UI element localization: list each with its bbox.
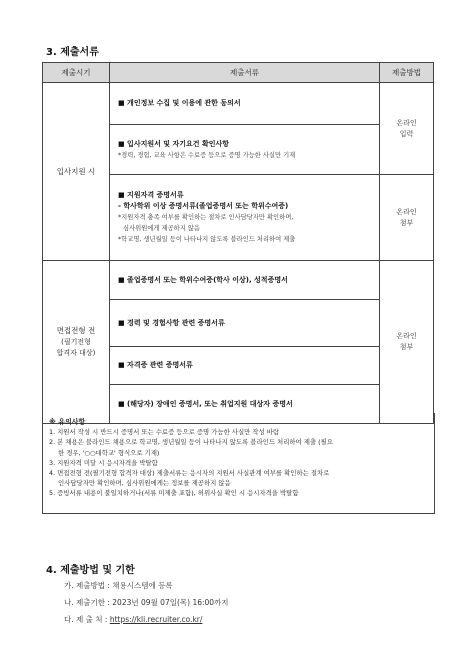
doc-cell — [110, 125, 380, 175]
submit-destination-label: 다. 제 출 처 : — [64, 615, 110, 624]
doc-career: ■ 경력 및 경험사항 관련 증명서류 — [118, 318, 225, 327]
timing-line: (필기전형 — [61, 338, 91, 346]
submit-method: 가. 제출방법 : 채용시스템에 등록 — [64, 581, 173, 590]
method-line: 첨부 — [399, 218, 414, 227]
timing-interview — [43, 261, 110, 424]
doc-disability: ■ (해당자) 장애인 증명서, 또는 취업지원 대상자 증명서 — [118, 399, 293, 408]
header-timing: 제출시기 — [43, 63, 110, 83]
timing-line: 합격자 대상) — [56, 349, 96, 357]
doc-consent: ■ 개인정보 수집 및 이용에 관한 동의서 — [118, 99, 241, 107]
method-line: 입력 — [399, 129, 414, 138]
doc-cell — [110, 261, 380, 300]
note-item: 1. 지원서 작성 시 반드시 증명서 또는 수료증 등으로 증명 가능한 사실만 작성 바람 — [49, 428, 280, 437]
doc-degree: - 학사학위 이상 증명서류(졸업증명서 또는 학위수여증) — [118, 202, 289, 210]
header-method: 제출방법 — [380, 63, 434, 83]
notes-heading: ※ 유의사항 — [49, 418, 86, 426]
note-item: 5. 증빙서류 내용이 불일치하거나(서류 미제출 포함), 허위사실 확인 시 응시자격을 박탈함 — [49, 489, 299, 498]
table-row — [43, 261, 434, 300]
method-line: 온라인 — [396, 207, 417, 216]
notes-box — [42, 413, 435, 514]
section-3-title: 3. 제출서류 — [46, 47, 99, 58]
note-item: 2. 본 채용은 블라인드 채용으로 학교명, 생년월일 등이 나타나지 않도록 블라인드 처리하여 제출 (필요 — [49, 438, 333, 447]
doc-application-form: ■ 입사지원서 및 자기요건 확인사항 — [118, 139, 230, 148]
method-line: 온라인 — [396, 332, 417, 340]
method-online-attach — [380, 261, 434, 424]
note-item: 한 경우, '○○대학교' 형식으로 기재) — [58, 448, 160, 457]
method-line: 온라인 — [396, 118, 417, 127]
submit-deadline: 나. 제출기한 : 2023년 09월 07일(목) 16:00까지 — [64, 598, 229, 607]
doc-cell — [110, 300, 380, 347]
method-line: 첨부 — [399, 343, 414, 351]
doc-graduation: ■ 졸업증명서 또는 학위수여증(학사 이상), 성적증명서 — [118, 275, 288, 284]
method-online-input — [380, 83, 434, 175]
doc-note: *경력, 경험, 교육 사항은 수료증 등으로 증명 가능한 사실만 기재 — [118, 151, 296, 159]
table-row — [43, 83, 434, 125]
table-header-row — [43, 63, 434, 83]
header-docs: 제출서류 — [110, 63, 380, 83]
doc-note: *학교명, 생년월일 등이 나타나지 않도록 블라인드 처리하여 제출 — [118, 236, 296, 243]
section-4-title: 4. 제출방법 및 기한 — [46, 565, 135, 576]
note-item: 인사담당자만 확인하며, 심사위원에게는 정보를 제공하지 않음 — [58, 479, 231, 488]
doc-cell — [110, 347, 380, 385]
doc-cell — [110, 83, 380, 125]
doc-note: 심사위원에게 제공하지 않음 — [123, 225, 200, 232]
documents-table — [42, 62, 434, 424]
note-item: 4. 면접전형 전(필기전형 합격자 대상) 제출서류는 응시자의 지원서 사실관계 여부를 확인하는 절차로 — [49, 469, 330, 478]
doc-note: *지원자격 충족 여부를 확인하는 절차로 인사담당자만 확인하며, — [118, 214, 294, 221]
submit-destination — [64, 614, 202, 625]
doc-qualification: ■ 지원자격 증명서류 — [118, 191, 184, 199]
doc-certificate: ■ 자격증 관련 증명서류 — [118, 361, 193, 369]
doc-cell — [110, 175, 380, 261]
timing-line: 면접전형 전 — [56, 326, 96, 335]
method-online-attach — [380, 175, 434, 261]
note-item: 3. 지원자격 미달 시 응시자격을 박탈함 — [49, 458, 158, 467]
timing-application: 입사지원 시 — [43, 83, 110, 261]
recruiter-link[interactable]: https://kli.recruiter.co.kr/ — [109, 615, 203, 624]
